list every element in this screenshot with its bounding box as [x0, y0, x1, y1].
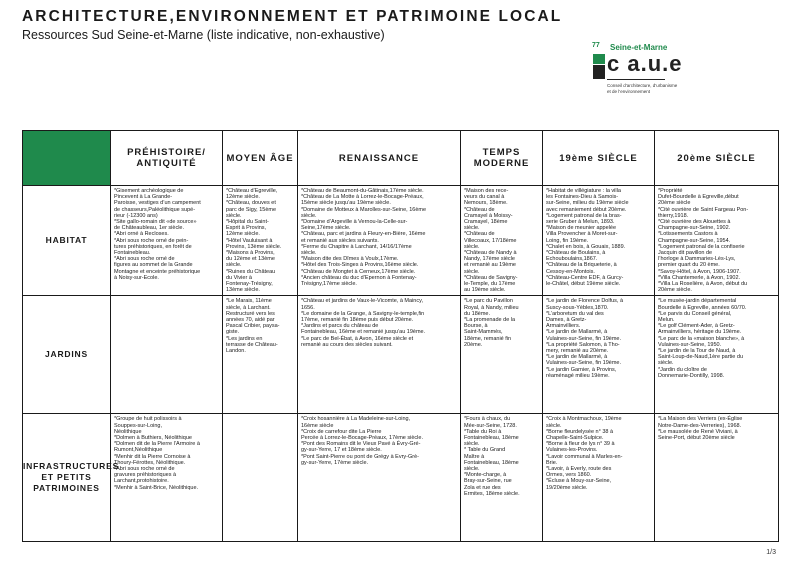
column-header-prehistoire: PRÉHISTOIRE/ ANTIQUITÉ: [111, 131, 223, 186]
cell-infra-20eme: *La Maison des Verriers (ex-Église Notre-Dame-des-Verreries), 1968. *Le mausolée de René Viviani, à Seine-Port, début 20ème siècle: [655, 414, 779, 542]
cell-habitat-19eme: *Habitat de villégiature : la villa les Fontaines-Dieu à Samois- sur-Seine, milieu du 19ème siècle avec remaniement début 20ème. *Logement patronal de la bras- serie Gruber à Melun, 1893. *Maison de meunier appelée Villa Provencher à Moret-sur- Loing, fin 19ème. *Chalet en bois, à Gouaix, 1889. *Château de Boulains, à Echouboulains,1867. *Château de la Briqueterie, à Cessoy-en-Montois. *Château-Centre EDF, à Gurcy- le-Châtel, début 19ème siècle.: [543, 186, 655, 296]
header-row: [23, 131, 779, 186]
column-header-renaissance: RENAISSANCE: [298, 131, 461, 186]
logo-tagline-2: et de l’environnement: [607, 89, 651, 94]
column-header-19eme: 19ème SIÈCLE: [543, 131, 655, 186]
row-label-habitat: HABITAT: [23, 186, 111, 296]
caue-logo: [585, 42, 775, 112]
cell-jardins-prehistoire: [111, 296, 223, 414]
cell-jardins-renaissance: *Château et jardins de Vaux-le-Vicomte, à Maincy, 1656. *Le domaine de la Grange, à Savigny-le-temple,fin 17ème, remanié fin 18ème puis début 20ème. *Jardins et parcs du château de Fontainebleau, 16ème et remanié jusqu’au 19ème. *Le parc de Bel-Ébat, à Avon, 16ème siècle et remanié au cours des siècles suivant.: [298, 296, 461, 414]
row-label-jardins: JARDINS: [23, 296, 111, 414]
cell-infra-19eme: *Croix à Montmachoux, 19ème siècle. *Borne fleurdelysée n° 38 à Chapelle-Saint-Sulpice. *Borne à fleur de lys n° 39 à Vulaines-les-Provins. *Lavoir communal à Marles-en- Brie. *Lavoir, à Everly, route des Ormes, vers 1860. *Écluse à Mouy-sur-Seine, 19/20ème siècle.: [543, 414, 655, 542]
cell-infra-temps-moderne: *Fours à chaux, du Mée-sur-Seine, 1728. *Table du Roi à Fontainebleau, 18ème siècle. * Table du Grand Maître à Fontainebleau, 18ème siècle. *Monte-charge, à Bray-sur-Seine, rue Zola et rue des Ermites, 18ème siècle.: [461, 414, 543, 542]
logo-dark-block: [593, 65, 605, 79]
cell-infra-renaissance: *Croix hosannière à La Madeleine-sur-Loing, 16ème siècle *Croix de carrefour dite La Pierre Percée à Lorrez-le-Bocage-Préaux, 17ème siècle. *Pont des Romains dit le Vieux Pavé à Évry-Gré- gy-sur-Yerre, 17 et 18ème siècle. *Pont Saint-Pierre ou pont de Grégy à Evry-Grè- gy-sur-Yerre, 17ème siècle.: [298, 414, 461, 542]
logo-department-name: Seine-et-Marne: [610, 43, 668, 52]
logo-rule: [607, 79, 665, 80]
cell-habitat-temps-moderne: *Maison des rece- veurs du canal à Nemours, 18ème. *Château de Cramayel à Moissy- Cramayel, 18ème siècle. *Château de Villecoaux, 17/18ème siècle. *Château de Nandy à Nandy, 17ème siècle et remanié au 19ème siècle. *Château de Savigny- le-Temple, du 17ème au 19ème siècle.: [461, 186, 543, 296]
logo-tagline-1: Conseil d’architecture, d’urbanisme: [607, 83, 678, 88]
page-title: ARCHITECTURE,ENVIRONNEMENT ET PATRIMOINE LOCAL: [22, 8, 563, 25]
row-label-infrastructures: INFRASTRUCTURES ET PETITS PATRIMOINES: [23, 414, 111, 542]
cell-habitat-20eme: *Propriété Dufet-Bourdelle à Egreville,début 20ème siècle *Cité ouvrière de Saint Fargeau Pon- thierry,1918. *Cité ouvrière des Alouettes à Champagne-sur-Seine, 1902. *Lotissements Castors à Champagne-sur-Seine, 1954. *Logement patronal de la confiserie Jacquin dit pavillon de l’horloge à Dammaries-Lès-Lys, premier quart du 20 ème. *Savoy-Hôtel, à Avon, 1906-1907. *Villa Chantemerle, à Avon, 1902. *Villa La Roselière, à Avon, début du 20ème siècle.: [655, 186, 779, 296]
logo-wordmark: c a.u.e: [607, 51, 683, 76]
column-header-moyen-age: MOYEN ÂGE: [223, 131, 298, 186]
cell-infra-prehistoire: *Groupe de huit polissoirs à Souppes-sur-Loing, Néolithique *Dolmen à Buthiers, Néolithique *Dolmen dit de la Pierre l’Armoire à Rumont,Néolithique *Menhir dit la Pierre Cornoise à Thoury-Férottes, Néolithique. *Abri sous roche orné de gravures préhistoriques à Larchant,protohistoire. *Menhir à Saint-Brice, Néolithique.: [111, 414, 223, 542]
logo-department-number: 77: [592, 42, 600, 49]
cell-infra-moyen-age: [223, 414, 298, 542]
cell-jardins-moyen-age: *Le Marais, 11ème siècle, à Larchant. Restructuré vers les années 70, aidé par Pascal Cribier, paysa- giste. *Les jardins en terrasse de Château- Landon.: [223, 296, 298, 414]
cell-jardins-19eme: *Le jardin de Florence Dolfus, à Suscy-sous-Yèbles,1870. *L’arboretum du val des Dames, à Gretz- Armainvilliers. *Le jardin de Mallarmé, à Vulaines-sur-Seine, fin 19ème. *La propriété Salomon, à Tho- mery, remanié au 20ème. *Le jardin de Mallarmé, à Vulaines-sur-Seine, fin 19ème. *Le jardin Garnier, à Provins, réaménagé milieu 19ème.: [543, 296, 655, 414]
cell-habitat-moyen-age: *Château d’Egreville, 12ème siècle. *Château, douves et parc de Sigy, 15ème siècle. *Hôpital du Saint- Esprit à Provins, 12ème siècle. *Hôtel Vauluisant à Provins, 13ème siècle. *Maisons à Provins, du 12ème et 13ème siècle. *Ruines du Château du Vivier à Fontenay-Trésigny, 13ème siècle.: [223, 186, 298, 296]
row-jardins: [23, 296, 779, 414]
column-header-temps-moderne: TEMPS MODERNE: [461, 131, 543, 186]
column-header-20eme: 20ème SIÈCLE: [655, 131, 779, 186]
row-infrastructures: [23, 414, 779, 542]
cell-habitat-prehistoire: *Gisement archéologique de Pincevent à La Grande- Paroisse, vestiges d’un campement de chasseurs,Paléolithique supé- rieur (-12300 ans) *Site gallo-romain dit «de source» de Châteaubleau, 1er siècle. *Abri orné à Recloses. *Abri sous roche orné de pein- tures préhistoriques, en forêt de Fontainebleau. *Abri sous roche orné de figures au sommet de la Grande Montagne et enceinte préhistorique à Noisy-sur-Ecole.: [111, 186, 223, 296]
corner-cell: [23, 131, 111, 186]
logo-green-block: [593, 54, 605, 64]
page-subtitle: Ressources Sud Seine-et-Marne (liste indicative, non-exhaustive): [22, 28, 385, 42]
cell-jardins-20eme: *Le musée-jardin départemental Bourdelle à Egreville, années 60/70. *Le parvis du Conseil général, Melun. *Le golf Clément-Ader, à Gretz- Armainvilliers, héritage du 19ème. *Le parc de la «maison blanche», à Vulaines-sur-Seine, 1950. *Le jardin de la Tour de Naud, à Saint-Loup-de-Naud,1ère partie du siècle. *Jardin du cloître de Donnemarie-Dontilly, 1998.: [655, 296, 779, 414]
cell-jardins-temps-moderne: *Le parc du Pavillon Royal, à Nandy, milieu du 18ème. *La promenade de la Bourse, à Saint-Mammès, 18ème, remanié fin 20ème.: [461, 296, 543, 414]
page-number: 1/3: [766, 549, 776, 556]
cell-habitat-renaissance: *Château de Beaumont-du-Gâtinais,17ème siècle. *Château de La Motte à Lorrez-le-Bocage-Préaux, 15ème siècle jusqu’au 19ème siècle. *Domaine de Motteux à Marolles-sur-Seine, 16ème siècle. *Domaine d’Argeville à Vernou-la-Celle-sur- Seine,17ème siècle. *Château, parc et jardins à Fleury-en-Bière, 16ème et remanié aux siècles suivants. *Ferme du Chapitre à Larchant, 14/16/17ème siècle. *Maison dite des Dîmes à Voulx,17ème. *Hôtel des Trois-Singes à Provins,16ème siècle. *Château de Mongtet à Cerneux,17ème siècle. *Ancien château du duc d’Epernon à Fontenay- Trésigny,17ème siècle.: [298, 186, 461, 296]
heritage-table: [22, 130, 779, 542]
row-habitat: [23, 186, 779, 296]
